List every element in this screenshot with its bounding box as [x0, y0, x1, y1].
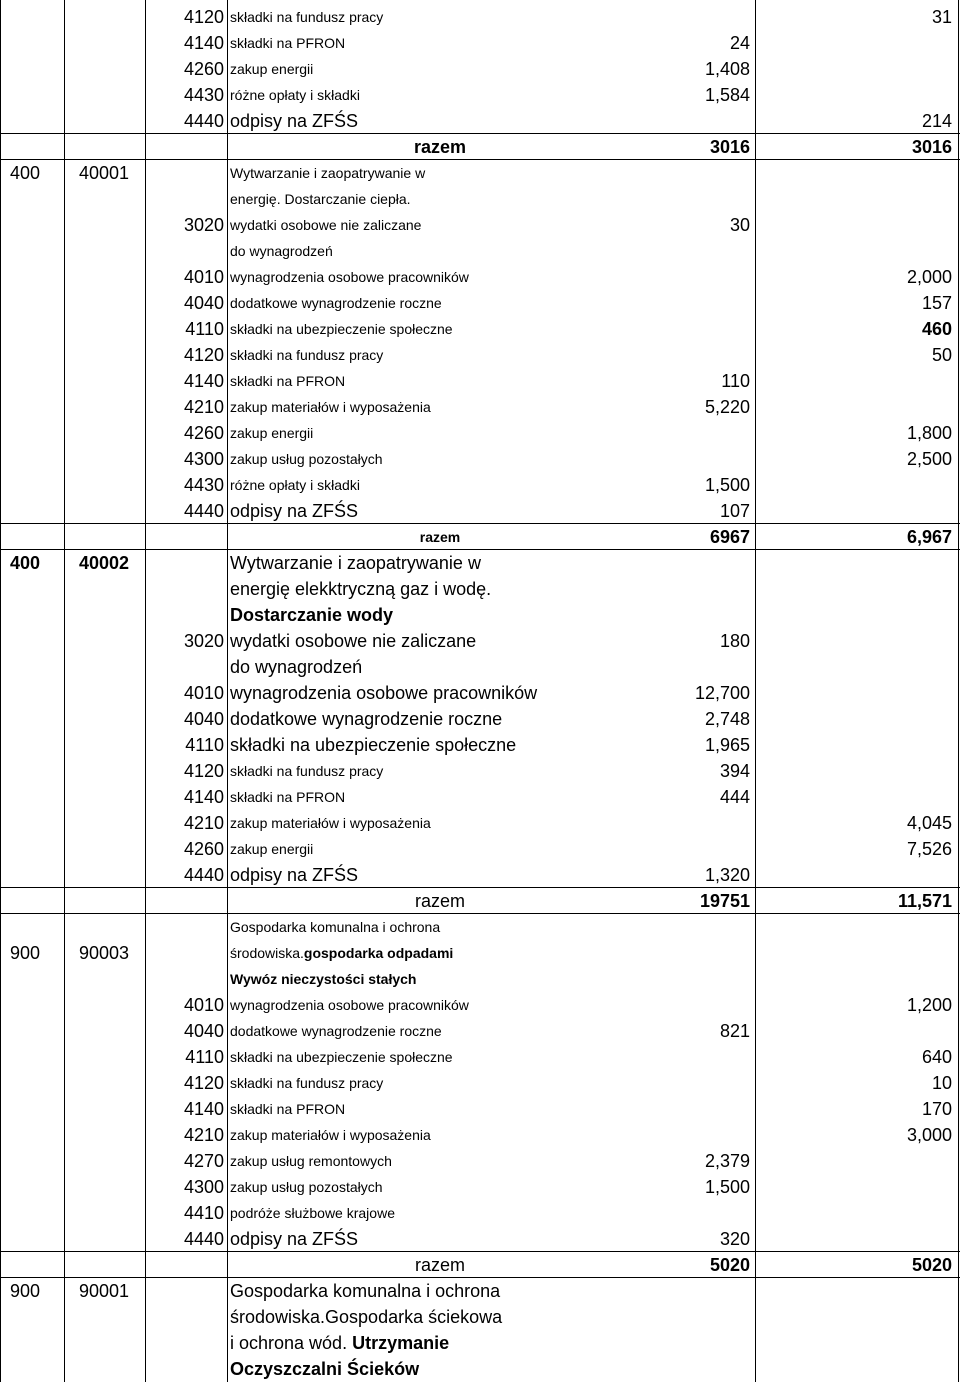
- table-row: [0, 1070, 960, 1096]
- description-text: wynagrodzenia osobowe pracowników: [230, 269, 469, 285]
- description-text: składki na PFRON: [230, 35, 346, 51]
- table-row: [0, 1018, 960, 1044]
- amount-value-cell: 11,571: [897, 891, 952, 911]
- description-cell: [230, 1096, 650, 1122]
- table-row: [0, 810, 960, 836]
- description-text: środowiska.: [230, 945, 304, 961]
- description-text: składki na fundusz pracy: [230, 1075, 384, 1091]
- description-text: Gospodarka komunalna i ochrona: [230, 919, 441, 935]
- table-row: [0, 1148, 960, 1174]
- rozdzial-cell: 40002: [78, 553, 130, 573]
- plan-value-cell: 1,500: [704, 1177, 750, 1197]
- plan-value-cell: 30: [729, 215, 750, 235]
- table-row: [0, 706, 960, 732]
- description-text: zakup materiałów i wyposażenia: [230, 399, 431, 415]
- paragraf-cell: 3020: [183, 215, 224, 235]
- amount-value-cell: 4,045: [906, 813, 952, 833]
- amount-value-cell: 1,200: [906, 995, 952, 1015]
- description-cell: [230, 238, 650, 264]
- table-row: [0, 732, 960, 758]
- paragraf-cell: 4260: [183, 423, 224, 443]
- table-row: [0, 1226, 960, 1252]
- dzial-cell: 900: [10, 943, 41, 963]
- description-text: składki na PFRON: [230, 789, 346, 805]
- table-row: [0, 160, 960, 186]
- description-cell: [230, 1044, 650, 1070]
- paragraf-cell: 4010: [183, 995, 224, 1015]
- description-bold-text: Utrzymanie: [352, 1333, 450, 1353]
- paragraf-cell: 4140: [183, 787, 224, 807]
- description-text: Oczyszczalni Ścieków: [230, 1359, 420, 1379]
- table-row: [0, 992, 960, 1018]
- description-cell: [230, 576, 650, 602]
- description-text: wydatki osobowe nie zaliczane: [230, 631, 477, 651]
- plan-value-cell: 821: [719, 1021, 750, 1041]
- description-text: dodatkowe wynagrodzenie roczne: [230, 1023, 442, 1039]
- amount-value-cell: 10: [931, 1073, 952, 1093]
- amount-value-cell: 31: [931, 7, 952, 27]
- paragraf-cell: 4440: [183, 865, 224, 885]
- description-cell: [230, 1304, 650, 1330]
- paragraf-cell: 4440: [183, 501, 224, 521]
- table-row: [0, 550, 960, 576]
- description-text: Wywóz nieczystości stałych: [230, 971, 417, 987]
- description-text: odpisy na ZFŚS: [230, 865, 359, 885]
- description-text: składki na fundusz pracy: [230, 763, 384, 779]
- plan-value-cell: 444: [719, 787, 750, 807]
- paragraf-cell: 4120: [183, 7, 224, 27]
- table-row: [0, 758, 960, 784]
- amount-value-cell: 3,000: [906, 1125, 952, 1145]
- description-cell: [230, 186, 650, 212]
- paragraf-cell: 4210: [183, 1125, 224, 1145]
- table-row: [0, 472, 960, 498]
- description-text: razem: [414, 891, 465, 911]
- description-text: Gospodarka komunalna i ochrona: [230, 1281, 501, 1301]
- paragraf-cell: 4440: [183, 111, 224, 131]
- table-row: [0, 264, 960, 290]
- table-row: [0, 368, 960, 394]
- description-text: składki na ubezpieczenie społeczne: [230, 321, 453, 337]
- paragraf-cell: 4040: [183, 1021, 224, 1041]
- amount-value-cell: 1,800: [906, 423, 952, 443]
- description-text: różne opłaty i składki: [230, 477, 360, 493]
- table-row: [0, 966, 960, 992]
- table-row: [0, 1304, 960, 1330]
- paragraf-cell: 4110: [185, 1047, 224, 1067]
- dzial-cell: 900: [10, 1281, 41, 1301]
- description-text: zakup materiałów i wyposażenia: [230, 815, 431, 831]
- plan-value-cell: 110: [721, 371, 750, 391]
- description-text: środowiska.Gospodarka ściekowa: [230, 1307, 503, 1327]
- description-cell: [230, 1330, 650, 1356]
- table-row: [0, 914, 960, 940]
- plan-value-cell: 320: [719, 1229, 750, 1249]
- description-cell: [230, 1278, 650, 1304]
- description-text: razem: [419, 529, 461, 545]
- table-row: [0, 784, 960, 810]
- plan-value-cell: 1,965: [704, 735, 750, 755]
- plan-value-cell: 5020: [709, 1255, 750, 1275]
- rozdzial-cell: 40001: [78, 163, 130, 183]
- paragraf-cell: 4140: [183, 1099, 224, 1119]
- description-text: odpisy na ZFŚS: [230, 111, 359, 131]
- plan-value-cell: 180: [719, 631, 750, 651]
- amount-value-cell: 460: [921, 319, 952, 339]
- plan-value-cell: 1,408: [704, 59, 750, 79]
- plan-value-cell: 6967: [709, 527, 750, 547]
- table-row: [0, 1200, 960, 1226]
- paragraf-cell: 4300: [183, 1177, 224, 1197]
- table-row: [0, 1330, 960, 1356]
- table-row: [0, 316, 960, 342]
- plan-value-cell: 1,584: [704, 85, 750, 105]
- description-cell: [230, 316, 650, 342]
- paragraf-cell: 4010: [183, 267, 224, 287]
- paragraf-cell: 4040: [183, 709, 224, 729]
- table-row: [0, 238, 960, 264]
- amount-value-cell: 640: [921, 1047, 952, 1067]
- paragraf-cell: 4140: [183, 371, 224, 391]
- table-row: [0, 602, 960, 628]
- description-cell: [230, 966, 650, 992]
- table-row: [0, 420, 960, 446]
- description-text: dodatkowe wynagrodzenie roczne: [230, 709, 503, 729]
- plan-value-cell: 1,320: [704, 865, 750, 885]
- description-cell: [230, 1122, 650, 1148]
- table-row: [0, 1096, 960, 1122]
- description-cell: [230, 1356, 650, 1382]
- amount-value-cell: 5020: [911, 1255, 952, 1275]
- table-row: [0, 654, 960, 680]
- amount-value-cell: 214: [921, 111, 952, 131]
- description-text: energię. Dostarczanie ciepła.: [230, 191, 411, 207]
- table-row: [0, 498, 960, 524]
- table-row: [0, 108, 960, 134]
- description-text: energię elekktryczną gaz i wodę.: [230, 579, 492, 599]
- table-row: [0, 1278, 960, 1304]
- paragraf-cell: 4430: [183, 85, 224, 105]
- description-text: razem: [414, 1255, 465, 1275]
- description-cell: [230, 914, 650, 940]
- table-row: [0, 1122, 960, 1148]
- table-row: [0, 186, 960, 212]
- plan-value-cell: 3016: [709, 137, 750, 157]
- description-cell: [230, 836, 650, 862]
- table-row: [0, 290, 960, 316]
- description-cell: [230, 160, 650, 186]
- table-row: [0, 940, 960, 966]
- description-cell: [230, 602, 650, 628]
- paragraf-cell: 4300: [183, 449, 224, 469]
- description-text: składki na PFRON: [230, 373, 346, 389]
- description-cell: [230, 108, 650, 134]
- paragraf-cell: 4440: [183, 1229, 224, 1249]
- table-row: [0, 1044, 960, 1070]
- description-text: dodatkowe wynagrodzenie roczne: [230, 295, 442, 311]
- description-cell: [230, 1200, 650, 1226]
- description-text: wynagrodzenia osobowe pracowników: [230, 683, 538, 703]
- amount-value-cell: 170: [921, 1099, 952, 1119]
- dzial-cell: 400: [10, 553, 41, 573]
- description-text: Dostarczanie wody: [230, 605, 394, 625]
- amount-value-cell: 2,000: [906, 267, 952, 287]
- description-text: zakup energii: [230, 61, 314, 77]
- description-text: razem: [413, 137, 467, 157]
- paragraf-cell: 4270: [183, 1151, 224, 1171]
- description-cell: [230, 264, 650, 290]
- description-text: wynagrodzenia osobowe pracowników: [230, 997, 469, 1013]
- description-text: odpisy na ZFŚS: [230, 501, 359, 521]
- table-row: [0, 30, 960, 56]
- plan-value-cell: 19751: [699, 891, 750, 911]
- plan-value-cell: 2,748: [704, 709, 750, 729]
- paragraf-cell: 4110: [185, 735, 224, 755]
- description-text: wydatki osobowe nie zaliczane: [230, 217, 422, 233]
- description-text: i ochrona wód.: [230, 1333, 353, 1353]
- description-text: odpisy na ZFŚS: [230, 1229, 359, 1249]
- table-row: [0, 446, 960, 472]
- table-row: [0, 56, 960, 82]
- paragraf-cell: 4210: [183, 813, 224, 833]
- description-text: zakup energii: [230, 841, 314, 857]
- plan-value-cell: 5,220: [704, 397, 750, 417]
- description-text: składki na fundusz pracy: [230, 347, 384, 363]
- description-cell: [230, 550, 650, 576]
- description-cell: [230, 654, 650, 680]
- amount-value-cell: 6,967: [906, 527, 952, 547]
- description-cell: [230, 420, 650, 446]
- paragraf-cell: 4260: [183, 839, 224, 859]
- table-row: [0, 524, 960, 550]
- rozdzial-cell: 90001: [78, 1281, 130, 1301]
- paragraf-cell: 4430: [183, 475, 224, 495]
- plan-value-cell: 394: [719, 761, 750, 781]
- table-row: [0, 628, 960, 654]
- description-text: różne opłaty i składki: [230, 87, 360, 103]
- plan-value-cell: 1,500: [704, 475, 750, 495]
- description-cell: [230, 446, 650, 472]
- description-text: zakup materiałów i wyposażenia: [230, 1127, 431, 1143]
- description-cell: [230, 1070, 650, 1096]
- description-text: do wynagrodzeń: [230, 657, 363, 677]
- table-row: [0, 1174, 960, 1200]
- paragraf-cell: 4410: [183, 1203, 224, 1223]
- table-row: [0, 342, 960, 368]
- plan-value-cell: 107: [719, 501, 750, 521]
- table-row: [0, 394, 960, 420]
- description-text: zakup energii: [230, 425, 314, 441]
- amount-value-cell: 7,526: [906, 839, 952, 859]
- paragraf-cell: 4110: [185, 319, 224, 339]
- paragraf-cell: 4140: [183, 33, 224, 53]
- description-text: zakup usług remontowych: [230, 1153, 392, 1169]
- plan-value-cell: 2,379: [704, 1151, 750, 1171]
- table-row: [0, 1356, 960, 1382]
- description-cell: [230, 940, 650, 966]
- table-row: [0, 82, 960, 108]
- description-text: składki na ubezpieczenie społeczne: [230, 1049, 453, 1065]
- table-row: [0, 862, 960, 888]
- description-text: zakup usług pozostałych: [230, 1179, 383, 1195]
- paragraf-cell: 4040: [183, 293, 224, 313]
- description-text: do wynagrodzeń: [230, 243, 333, 259]
- description-bold-text: gospodarka odpadami: [303, 945, 454, 961]
- paragraf-cell: 4120: [183, 761, 224, 781]
- description-cell: [230, 290, 650, 316]
- table-row: [0, 4, 960, 30]
- amount-value-cell: 3016: [911, 137, 952, 157]
- table-row: [0, 212, 960, 238]
- description-text: Wytwarzanie i zaopatrywanie w: [230, 165, 426, 181]
- paragraf-cell: 4120: [183, 1073, 224, 1093]
- description-cell: [230, 342, 650, 368]
- description-text: zakup usług pozostałych: [230, 451, 383, 467]
- paragraf-cell: 4210: [183, 397, 224, 417]
- description-cell: [230, 4, 650, 30]
- table-row: [0, 134, 960, 160]
- description-text: składki na ubezpieczenie społeczne: [230, 735, 517, 755]
- description-text: składki na fundusz pracy: [230, 9, 384, 25]
- amount-value-cell: 2,500: [906, 449, 952, 469]
- amount-value-cell: 50: [931, 345, 952, 365]
- paragraf-cell: 3020: [183, 631, 224, 651]
- table-row: [0, 576, 960, 602]
- paragraf-cell: 4010: [183, 683, 224, 703]
- table-row: [0, 888, 960, 914]
- amount-value-cell: 157: [921, 293, 952, 313]
- description-text: Wytwarzanie i zaopatrywanie w: [230, 553, 481, 573]
- description-text: podróże służbowe krajowe: [230, 1205, 395, 1221]
- dzial-cell: 400: [10, 163, 41, 183]
- table-row: [0, 1252, 960, 1278]
- description-cell: [230, 992, 650, 1018]
- description-text: składki na PFRON: [230, 1101, 346, 1117]
- table-row: [0, 836, 960, 862]
- plan-value-cell: 24: [729, 33, 750, 53]
- plan-value-cell: 12,700: [694, 683, 750, 703]
- description-cell: [230, 810, 650, 836]
- table-row: [0, 680, 960, 706]
- paragraf-cell: 4260: [183, 59, 224, 79]
- rozdzial-cell: 90003: [78, 943, 130, 963]
- paragraf-cell: 4120: [183, 345, 224, 365]
